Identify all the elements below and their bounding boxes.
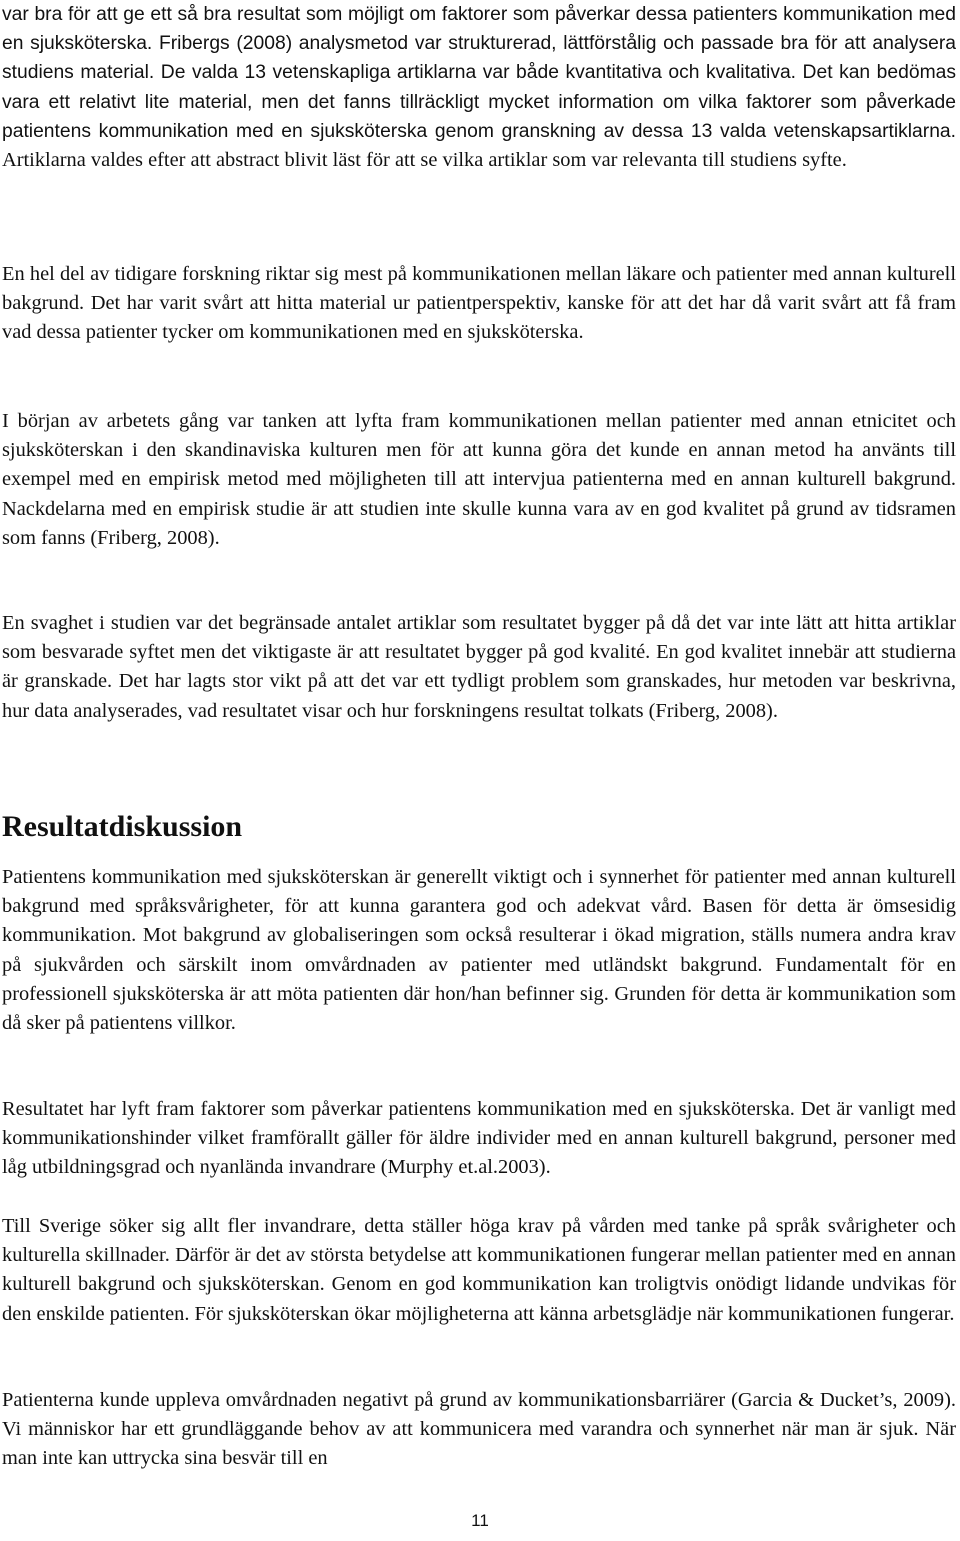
paragraph-serif-segment: Artiklarna valdes efter att abstract blivit läst för att se vilka artiklar som var relevanta till studiens syfte. (2, 149, 847, 172)
paragraph-sans-segment: var bra för att ge ett så bra resultat som möjligt om faktorer som påverkar dessa patienters kommunikation med en sjuksköterska. Fribergs (2008) analysmetod var strukturerad, lättförstålig och passade bra för att analysera studiens material. De valda 13 vetenskapliga artiklarna var både kvantitativa och kvalitativa. Det kan bedömas vara ett relativt lite material, men det fanns tillräckligt mycket information om vilka faktorer som påverkade patientens kommunikation med en sjuksköterska genom granskning av dessa 13 valda vetenskapsartiklarna. (2, 4, 956, 142)
paragraph-discussion-intro: Patientens kommunikation med sjuksköterskan är generellt viktigt och i synnerhet för patienter med annan kulturell bakgrund med språksvårigheter, för att kunna garantera god och adekvat vård. Basen för detta är ömsesidig kommunikation. Mot bakgrund av globaliseringen som också resulterar i ökad migration, ställs numera andra krav på sjukvården och särskilt inom omvårdnaden av patienter med utländskt bakgrund. Fundamentalt för en professionell sjuksköterska är att möta patienten där hon/han befinner sig. Grunden för detta är kommunikation som då sker på patientens villkor. (2, 866, 956, 1035)
paragraph-weakness: En svaghet i studien var det begränsade antalet artiklar som resultatet bygger på då det var inte lätt att hitta artiklar som besvarade syftet men det viktigaste är att resultatet bygger på god kvalité. En god kvalitet innebär att studierna är granskade. Det har lagts stor vikt på att det var ett tydligt problem som granskades, hur metoden var beskrivna, hur data analyserades, vad resultatet visar och hur forskningens resultat tolkats (Friberg, 2008). (2, 612, 956, 722)
paragraph-initial-idea: I början av arbetets gång var tanken att lyfta fram kommunikationen mellan patienter med annan etnicitet och sjuksköterskan i den skandinaviska kulturen men för att kunna göra det kunde en annan metod ha använts till exempel med en empirisk metod med möjligheten till att intervjua patienterna med en annan kulturell bakgrund. Nackdelarna med en empirisk studie är att studien inte skulle kunna vara av en god kvalitet på grund av tidsramen som fanns (Friberg, 2008). (2, 410, 956, 549)
paragraph-immigration: Till Sverige söker sig allt fler invandrare, detta ställer höga krav på vården med tanke på språk svårigheter och kulturella skillnader. Därför är det av största betydelse att kommunikationen fungerar mellan patienter med en annan kulturell bakgrund och sjuksköterskan. Genom en god kommunikation kan troligtvis onödigt lidande undvikas för den enskilde patienten. För sjuksköterskan ökar möjligheterna att känna arbetsglädje när kommunikationen fungerar. (2, 1215, 956, 1325)
paragraph-result-factors: Resultatet har lyft fram faktorer som påverkar patientens kommunikation med en sjuksköterska. Det är vanligt med kommunikationshinder vilket framförallt gäller för äldre individer med en annan kulturell bakgrund, personer med låg utbildningsgrad och nyanlända invandrare (Murphy et.al.2003). (2, 1098, 956, 1179)
section-heading: Resultatdiskussion (2, 810, 243, 843)
paragraph-method-material (2, 0, 956, 175)
page-number: 11 (471, 1511, 489, 1530)
paragraph-previous-research: En hel del av tidigare forskning riktar sig mest på kommunikationen mellan läkare och patienter med annan kulturell bakgrund. Det har varit svårt att hitta material ur patientperspektiv, kanske för att det har då varit svårt att få fram vad dessa patienter tycker om kommunikationen med en sjuksköterska. (2, 263, 956, 344)
paragraph-barriers: Patienterna kunde uppleva omvårdnaden negativt på grund av kommunikationsbarriärer (Garcia & Ducket’s, 2009). Vi människor har ett grundläggande behov av att kommunicera med varandra och synnerhet när man är sjuk. När man inte kan uttrycka sina besvär till en (2, 1389, 956, 1470)
